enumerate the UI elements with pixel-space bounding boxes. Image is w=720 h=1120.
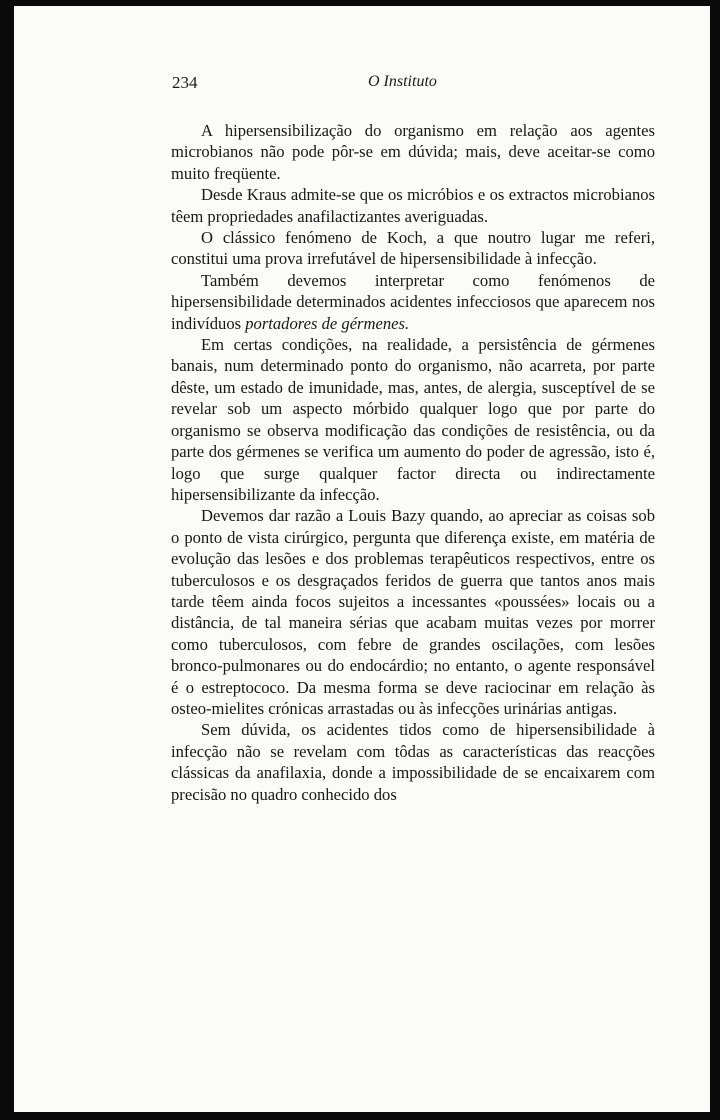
- body-text: [171, 120, 655, 805]
- paragraph-4-italic: portadores de gérmenes.: [245, 313, 410, 333]
- paragraph-7: Sem dúvida, os acidentes tidos como de hipersensibilidade à infecção não se revelam com tôdas as características das reacções clássicas da anafilaxia, donde a impossibilidade de se encaixarem com precisão no quadro conhecido dos: [171, 720, 655, 804]
- paragraph-2: Desde Kraus admite-se que os micróbios e os extractos microbianos têem propriedades anafilactizantes averiguadas.: [171, 185, 655, 226]
- running-header: [172, 73, 522, 93]
- paragraph-4: [171, 270, 655, 334]
- page-number: 234: [172, 73, 198, 92]
- paragraph-1: A hipersensibilização do organismo em relação aos agentes microbianos não pode pôr-se em dúvida; mais, deve aceitar-se como muito freqüente.: [171, 121, 655, 183]
- paragraph-3: O clássico fenómeno de Koch, a que noutro lugar me referi, constitui uma prova irrefutável de hipersensibilidade à infecção.: [171, 228, 655, 269]
- paragraph-5: Em certas condições, na realidade, a persistência de gérmenes banais, num determinado ponto do organismo, não acarreta, por parte dêste, um estado de imunidade, mas, antes, de alergia, susceptível de se revelar sob um aspecto mórbido qualquer logo que por parte do organismo se observa modificação das condições de resistência, ou da parte dos gérmenes se verifica um aumento do poder de agressão, isto é, logo que surge qualquer factor directa ou indirectamente hipersensibilizante da infecção.: [171, 335, 655, 504]
- paragraph-6: Devemos dar razão a Louis Bazy quando, ao apreciar as coisas sob o ponto de vista cirúrgico, pergunta que diferença existe, em matéria de evolução das lesões e dos problemas terapêuticos respectivos, entre os tuberculosos e os desgraçados feridos de guerra que tantos anos mais tarde têem ainda focos sujeitos a incessantes «poussées» locais ou a distância, de tal maneira sérias que acabam muitas vezes por morrer como tuberculosos, com febre de grandes oscilações, com lesões bronco-pulmonares ou do endocárdio; no entanto, o agente responsável é o estreptococo. Da mesma forma se deve raciocinar em relação às osteo-mielites crónicas arrastadas ou às infecções urinárias antigas.: [171, 506, 655, 718]
- journal-title: O Instituto: [368, 73, 437, 90]
- book-page: [14, 6, 710, 1112]
- paragraph-4-text: Também devemos interpretar como fenómenos de hipersensibilidade determinados acidentes infecciosos que aparecem nos indivíduos: [171, 270, 655, 333]
